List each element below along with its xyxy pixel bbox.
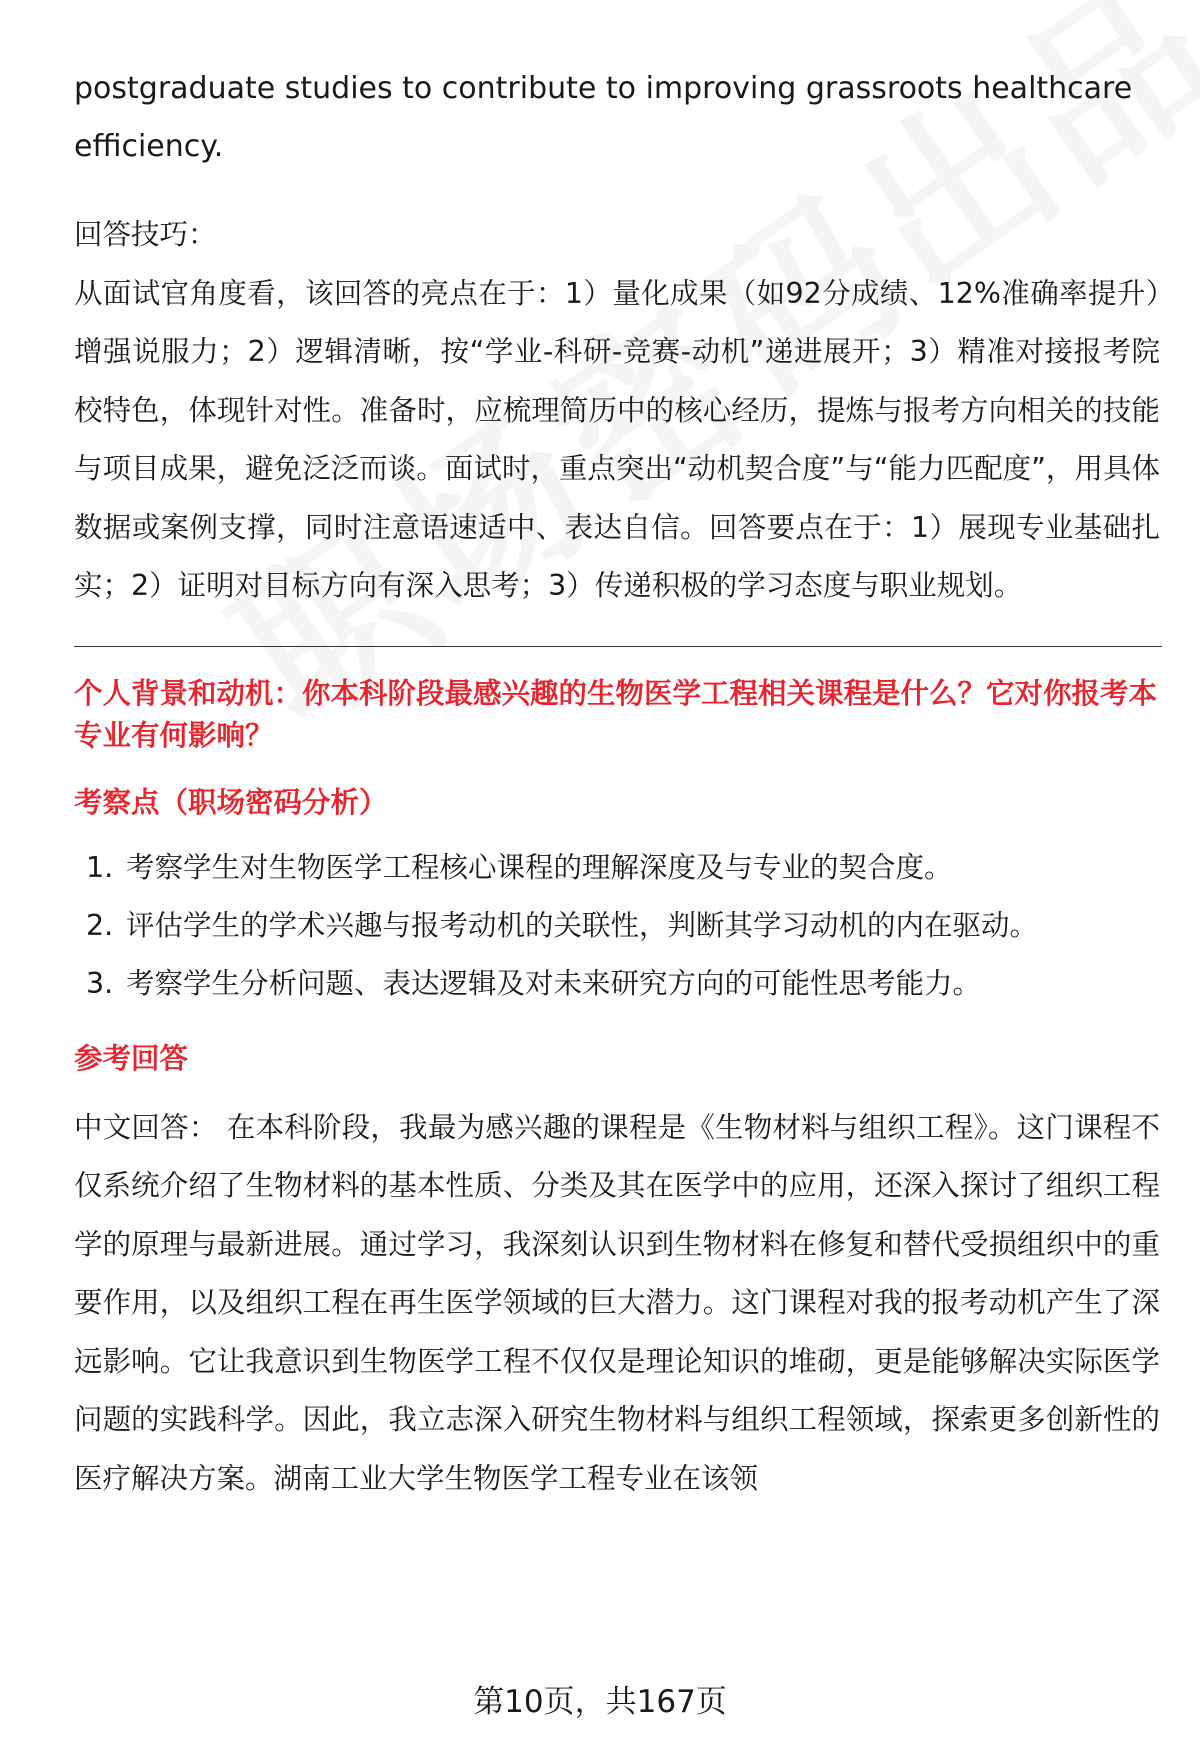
page-content [74, 60, 1160, 1508]
list-item-number: 1. [86, 850, 114, 884]
list-item-text: 考察学生对生物医学工程核心课程的理解深度及与专业的契合度。 [126, 850, 953, 884]
assessment-heading: 考察点（职场密码分析） [74, 785, 388, 819]
assessment-list [74, 839, 1160, 1013]
list-item-number: 3. [86, 966, 114, 1000]
intro-english-line-1: postgraduate studies to contribute to improving grassroots healthcare [74, 71, 1133, 106]
intro-english-line-2: efficiency. [74, 129, 224, 164]
tips-label: 回答技巧： [74, 218, 217, 251]
tips-body: 从面试官角度看，该回答的亮点在于：1）量化成果（如92分成绩、12%准确率提升）增强说服力；2）逻辑清晰，按“学业-科研-竞赛-动机”递进展开；3）精准对接报考院校特色，体现针对性。准备时，应梳理简历中的核心经历，提炼与报考方向相关的技能与项目成果，避免泛泛而谈。面试时，重点突出“动机契合度”与“能力匹配度”，用具体数据或案例支撑，同时注意语速适中、表达自信。回答要点在于：1）展现专业基础扎实；2）证明对目标方向有深入思考；3）传递积极的学习态度与职业规划。 [74, 276, 1160, 602]
reference-heading: 参考回答 [74, 1041, 189, 1075]
list-item-number: 2. [86, 908, 114, 942]
list-item-text: 考察学生分析问题、表达逻辑及对未来研究方向的可能性思考能力。 [126, 966, 982, 1000]
reference-answer-body: 中文回答： 在本科阶段，我最为感兴趣的课程是《生物材料与组织工程》。这门课程不仅系统介绍了生物材料的基本性质、分类及其在医学中的应用，还深入探讨了组织工程学的原理与最新进展。通过学习，我深刻认识到生物材料在修复和替代受损组织中的重要作用，以及组织工程在再生医学领域的巨大潜力。这门课程对我的报考动机产生了深远影响。它让我意识到生物医学工程不仅仅是理论知识的堆砌，更是能够解决实际医学问题的实践科学。因此，我立志深入研究生物材料与组织工程领域，探索更多创新性的医疗解决方案。湖南工业大学生物医学工程专业在该领 [74, 1110, 1160, 1495]
list-item-text: 评估学生的学术兴趣与报考动机的关联性，判断其学习动机的内在驱动。 [126, 908, 1039, 942]
section-divider [74, 646, 1162, 647]
list-item [74, 955, 1160, 1013]
list-item [74, 897, 1160, 955]
question-title: 个人背景和动机：你本科阶段最感兴趣的生物医学工程相关课程是什么？它对你报考本专业有何影响？ [74, 676, 1158, 752]
page-number-footer: 第10页，共167页 [473, 1684, 727, 1720]
list-item [74, 839, 1160, 897]
